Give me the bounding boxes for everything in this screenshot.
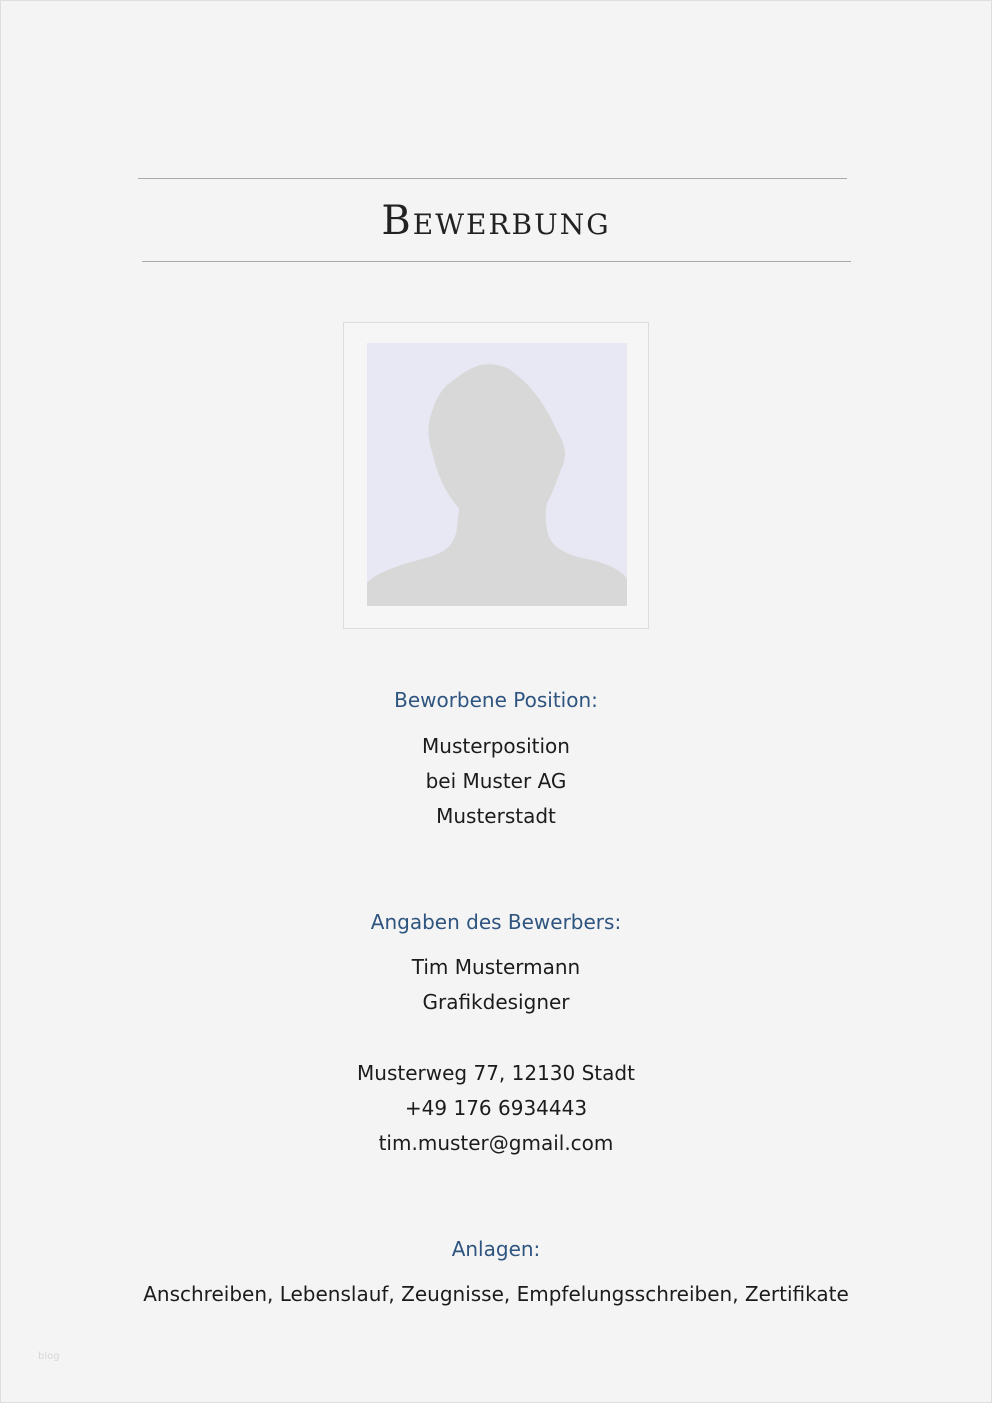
watermark-text: blog [38,1351,60,1362]
applicant-photo-placeholder [367,343,627,606]
page-title: Bewerbung [381,198,611,244]
position-heading: Beworbene Position: [394,688,598,712]
position-city: Musterstadt [436,804,556,828]
position-title: Musterposition [422,734,570,758]
applicant-photo-frame [343,322,649,629]
title-top-rule [138,178,847,179]
position-company: bei Muster AG [425,769,567,793]
attachments-list: Anschreiben, Lebenslauf, Zeugnisse, Empfelungsschreiben, Zertifikate [143,1282,849,1306]
applicant-job-title: Grafikdesigner [422,990,570,1014]
applicant-name: Tim Mustermann [411,955,581,979]
title-bottom-rule [142,261,851,262]
applicant-address: Musterweg 77, 12130 Stadt [357,1061,635,1085]
attachments-heading: Anlagen: [451,1237,541,1261]
applicant-phone: +49 176 6934443 [404,1096,588,1120]
applicant-heading: Angaben des Bewerbers: [370,910,622,934]
person-silhouette-icon [367,343,627,606]
applicant-email: tim.muster@gmail.com [378,1131,614,1155]
